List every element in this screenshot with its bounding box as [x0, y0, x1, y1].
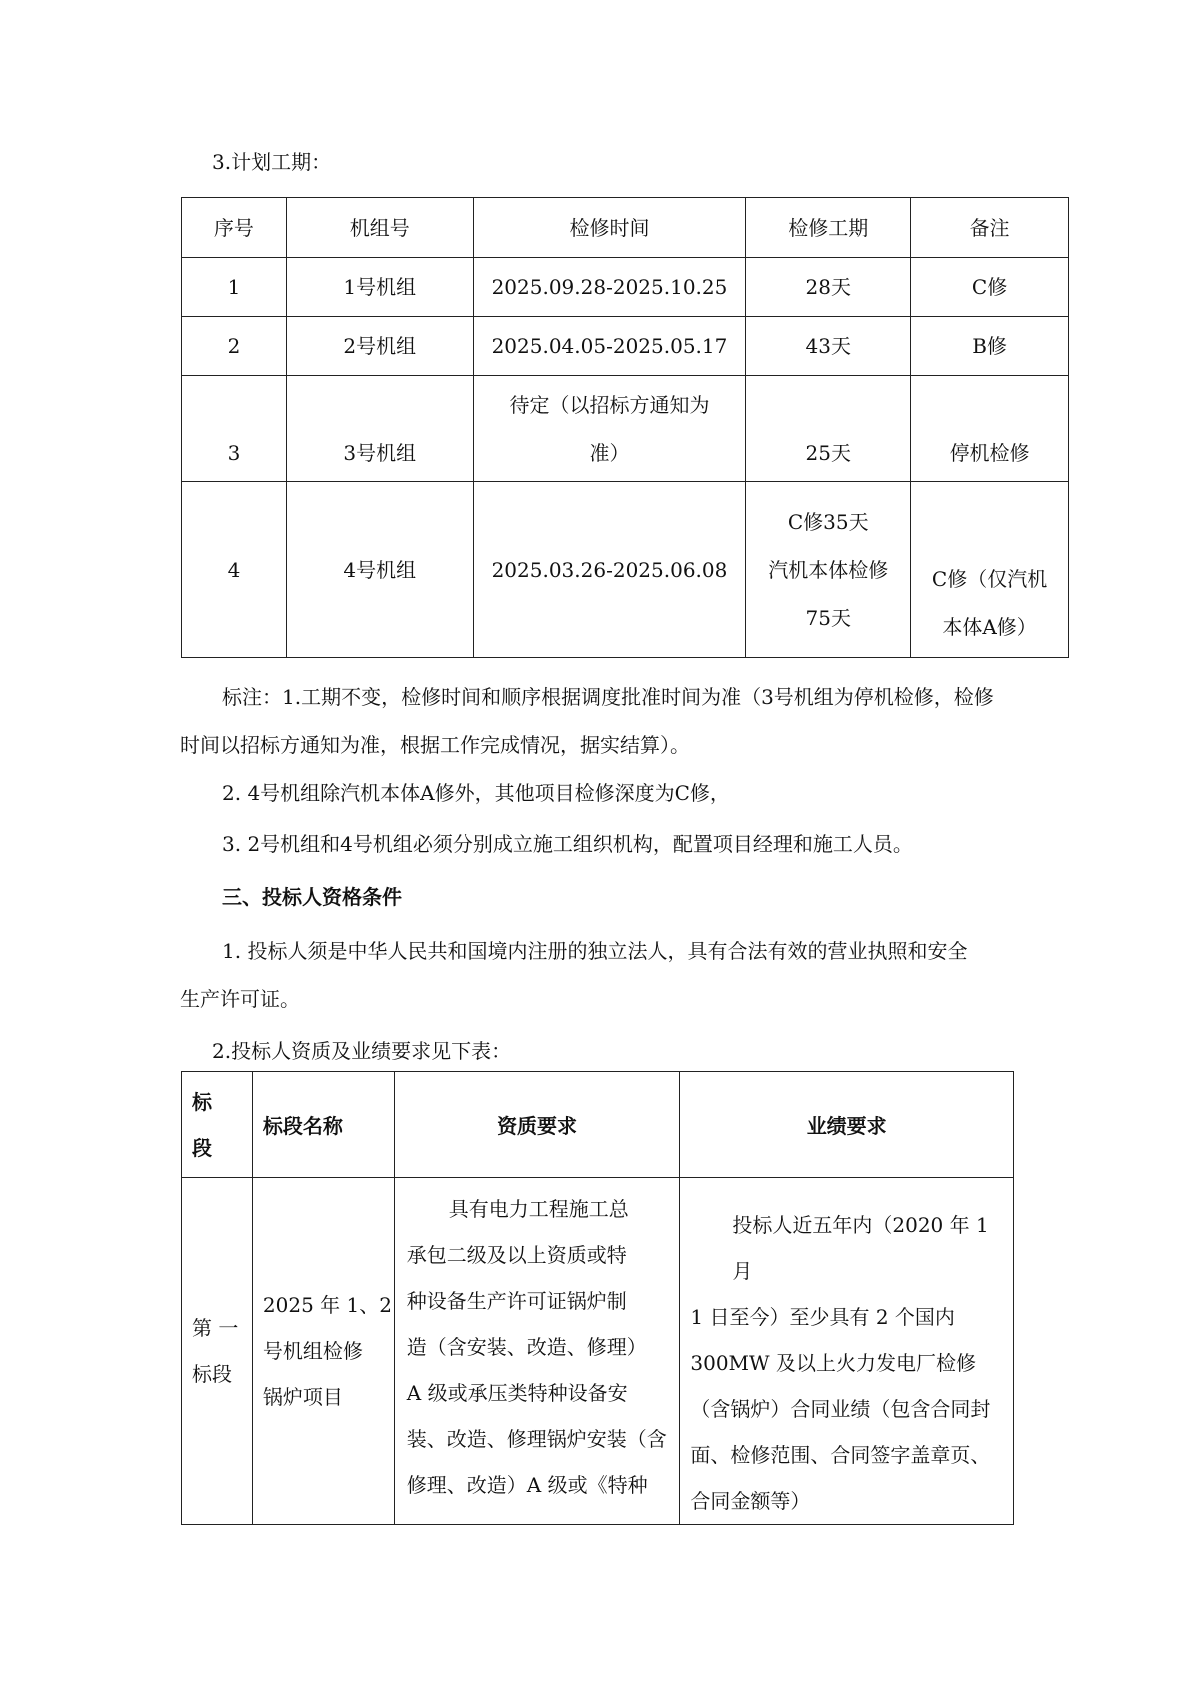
header-cell: 序号 — [182, 198, 287, 258]
qualification-item-2: 2.投标人资质及业绩要求见下表： — [212, 1039, 512, 1063]
qualification-item-1: 1. 投标人须是中华人民共和国境内注册的独立法人，具有合法有效的营业执照和安全 — [222, 939, 968, 963]
row-no: 1 — [182, 258, 287, 317]
header-name: 标段名称 — [252, 1072, 394, 1178]
row-perf-line: 合同金额等） — [690, 1489, 811, 1513]
note-1-cont: 时间以招标方通知为准，根据工作完成情况，据实结算）。 — [180, 733, 690, 757]
row-perf — [680, 1178, 1014, 1525]
row-qual-line: 承包二级及以上资质或特 — [406, 1243, 627, 1267]
row-section-line: 标段 — [192, 1362, 232, 1386]
row-duration-line: 75天 — [805, 605, 851, 630]
table-row — [182, 376, 1069, 482]
row-unit: 2号机组 — [286, 317, 473, 376]
row-unit: 3号机组 — [286, 376, 473, 482]
qualification-item-1-cont: 生产许可证。 — [180, 987, 300, 1011]
note-2: 2. 4号机组除汽机本体A修外，其他项目检修深度为C修， — [222, 781, 730, 805]
row-section — [182, 1178, 253, 1525]
row-time: 2025.09.28-2025.10.25 — [473, 258, 746, 317]
table-row — [182, 1178, 1014, 1525]
note-1: 标注：1.工期不变，检修时间和顺序根据调度批准时间为准（3号机组为停机检修，检修 — [222, 685, 994, 709]
row-section-line: 第 一 — [192, 1316, 239, 1340]
row-remark: 停机检修 — [911, 376, 1069, 482]
header-cell: 检修时间 — [473, 198, 746, 258]
schedule-table — [181, 197, 1069, 658]
header-cell: 检修工期 — [746, 198, 911, 258]
header-section — [182, 1072, 253, 1178]
table-row — [182, 482, 1069, 658]
row-duration: 28天 — [746, 258, 911, 317]
row-name — [252, 1178, 394, 1525]
row-name-line: 号机组检修 — [262, 1339, 363, 1363]
requirements-table — [181, 1071, 1014, 1525]
row-perf-line: 1 日至今）至少具有 2 个国内 — [690, 1305, 955, 1329]
header-cell: 机组号 — [286, 198, 473, 258]
row-remark: B修 — [911, 317, 1069, 376]
row-time-line: 待定（以招标方通知为 — [509, 392, 710, 417]
row-duration — [746, 482, 911, 658]
row-perf-line: （含锅炉）合同业绩（包含合同封 — [690, 1397, 991, 1421]
header-section-line: 段 — [192, 1135, 212, 1160]
requirements-header-row — [182, 1072, 1014, 1178]
schedule-header-row — [182, 198, 1069, 258]
row-remark: C修 — [911, 258, 1069, 317]
row-time: 2025.03.26-2025.06.08 — [473, 482, 746, 658]
row-qual-line: 装、改造、修理锅炉安装（含 — [406, 1427, 667, 1451]
header-cell: 备注 — [911, 198, 1069, 258]
row-no: 4 — [182, 482, 287, 658]
header-perf: 业绩要求 — [680, 1072, 1014, 1178]
row-qual-line: 造（含安装、改造、修理） — [406, 1335, 647, 1359]
note-3: 3. 2号机组和4号机组必须分别成立施工组织机构，配置项目经理和施工人员。 — [222, 832, 913, 856]
table-row — [182, 258, 1069, 317]
row-time — [473, 376, 746, 482]
row-duration-line: C修35天 — [787, 509, 869, 534]
row-remark-line: 本体A修） — [942, 615, 1037, 639]
row-time-line: 准） — [589, 440, 630, 465]
row-duration: 25天 — [746, 376, 911, 482]
row-no: 3 — [182, 376, 287, 482]
row-remark-line: C修（仅汽机 — [931, 567, 1048, 591]
row-duration-line: 汽机本体检修 — [768, 557, 889, 582]
schedule-section-title: 3.计划工期： — [212, 150, 332, 174]
header-qual: 资质要求 — [394, 1072, 680, 1178]
table-row — [182, 317, 1069, 376]
row-qual — [394, 1178, 680, 1525]
row-qual-line: 修理、改造）A 级或《特种 — [406, 1473, 648, 1497]
row-time: 2025.04.05-2025.05.17 — [473, 317, 746, 376]
row-no: 2 — [182, 317, 287, 376]
row-name-line: 2025 年 1、2 — [262, 1293, 392, 1317]
section-heading: 三、投标人资格条件 — [222, 885, 402, 909]
row-perf-line: 300MW 及以上火力发电厂检修 — [690, 1351, 976, 1375]
row-perf-line: 面、检修范围、合同签字盖章页、 — [690, 1443, 991, 1467]
row-duration: 43天 — [746, 317, 911, 376]
row-qual-line: 具有电力工程施工总 — [448, 1197, 629, 1221]
row-unit: 1号机组 — [286, 258, 473, 317]
row-qual-line: A 级或承压类特种设备安 — [406, 1381, 628, 1405]
row-name-line: 锅炉项目 — [262, 1385, 343, 1409]
header-section-line: 标 — [192, 1089, 212, 1114]
row-unit: 4号机组 — [286, 482, 473, 658]
row-remark — [911, 482, 1069, 658]
row-perf-line: 投标人近五年内（2020 年 1 月 — [732, 1213, 989, 1283]
row-qual-line: 种设备生产许可证锅炉制 — [406, 1289, 627, 1313]
